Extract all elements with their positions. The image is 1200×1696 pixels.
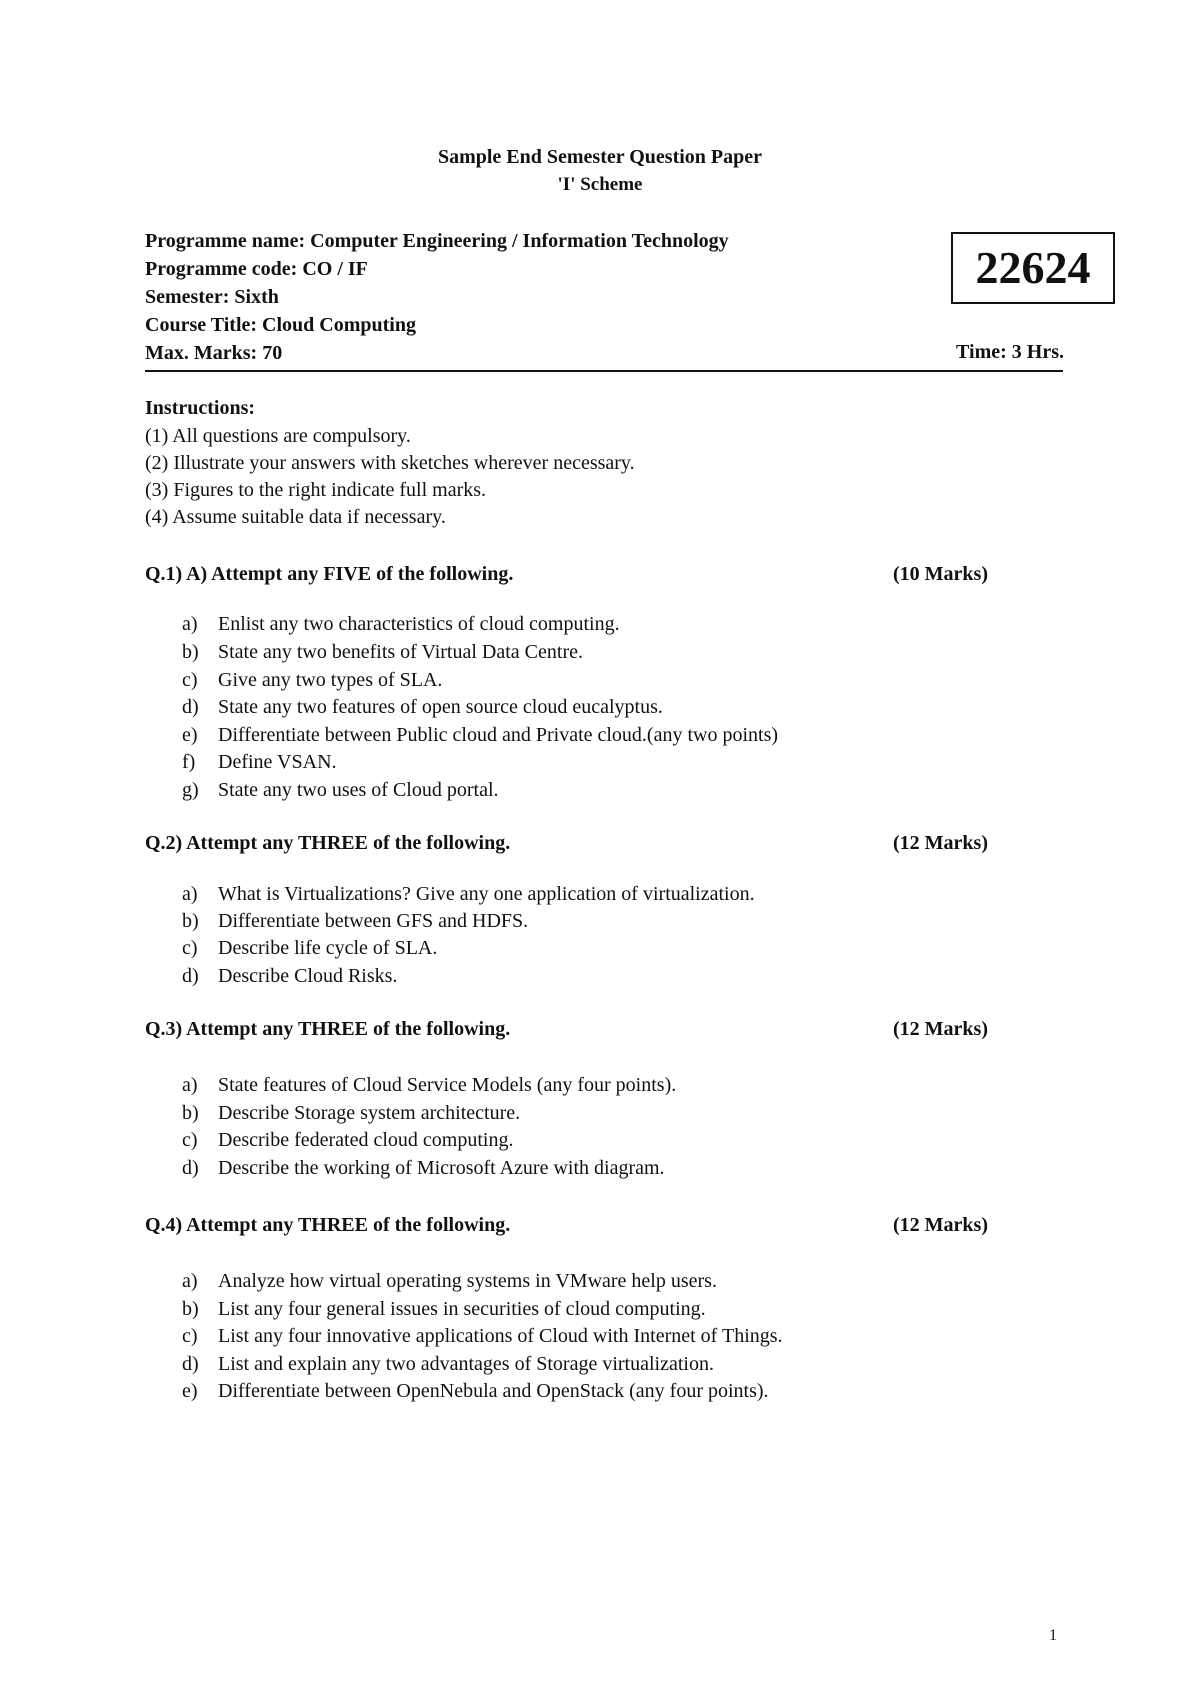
question-marks: (12 Marks) (893, 1018, 988, 1040)
question-item (182, 1157, 665, 1180)
item-text: Differentiate between Public cloud and Private cloud.(any two points) (218, 724, 779, 746)
question-item (182, 965, 397, 988)
question-3-heading (145, 1018, 988, 1041)
exam-time: Time: 3 Hrs. (956, 341, 1064, 363)
item-text: List and explain any two advantages of Storage virtualization. (218, 1353, 714, 1375)
item-text: Describe Cloud Risks. (218, 965, 398, 987)
question-heading-text: Q.1) A) Attempt any FIVE of the following. (145, 563, 514, 585)
instruction-item: (2) Illustrate your answers with sketches wherever necessary. (145, 452, 635, 474)
item-letter: b) (182, 641, 199, 663)
question-item (182, 883, 755, 906)
item-letter: f) (182, 751, 196, 773)
item-letter: b) (182, 1298, 199, 1320)
question-item (182, 779, 499, 802)
item-text: Describe the working of Microsoft Azure with diagram. (218, 1157, 665, 1179)
question-item (182, 1270, 717, 1293)
item-text: What is Virtualizations? Give any one application of virtualization. (218, 883, 755, 905)
instruction-item: (1) All questions are compulsory. (145, 425, 411, 447)
item-text: State features of Cloud Service Models (any four points). (218, 1074, 677, 1096)
paper-title: Sample End Semester Question Paper (437, 146, 763, 168)
item-letter: b) (182, 1102, 199, 1124)
question-item (182, 696, 663, 719)
item-letter: a) (182, 1074, 198, 1096)
scheme-label: 'I' Scheme (557, 174, 643, 195)
page-number: 1 (1049, 1627, 1057, 1644)
question-marks: (12 Marks) (893, 1214, 988, 1236)
question-item (182, 613, 620, 636)
question-2-heading (145, 832, 988, 855)
course-code-box: 22624 (951, 232, 1115, 304)
question-4-heading (145, 1214, 988, 1237)
question-item (182, 669, 442, 692)
item-letter: b) (182, 910, 199, 932)
question-item (182, 1074, 676, 1097)
item-text: List any four general issues in securities of cloud computing. (218, 1298, 706, 1320)
instruction-item: (4) Assume suitable data if necessary. (145, 506, 446, 528)
item-letter: a) (182, 1270, 198, 1292)
item-letter: a) (182, 883, 198, 905)
item-text: State any two features of open source cloud eucalyptus. (218, 696, 663, 718)
item-letter: c) (182, 1325, 198, 1347)
instructions-heading: Instructions: (145, 397, 256, 419)
item-letter: d) (182, 1157, 199, 1179)
max-marks: Max. Marks: 70 (145, 342, 283, 364)
item-text: Describe Storage system architecture. (218, 1102, 521, 1124)
item-text: Differentiate between OpenNebula and OpenStack (any four points). (218, 1380, 769, 1402)
instruction-item: (3) Figures to the right indicate full marks. (145, 479, 487, 501)
question-item (182, 751, 337, 774)
question-item (182, 1325, 783, 1348)
question-item (182, 1298, 706, 1321)
question-heading-text: Q.2) Attempt any THREE of the following. (145, 832, 511, 854)
semester: Semester: Sixth (145, 286, 279, 308)
question-item (182, 1380, 769, 1403)
item-letter: c) (182, 669, 198, 691)
question-marks: (12 Marks) (893, 832, 988, 854)
item-letter: e) (182, 724, 198, 746)
item-letter: c) (182, 937, 198, 959)
question-item (182, 1129, 513, 1152)
item-text: Enlist any two characteristics of cloud computing. (218, 613, 620, 635)
question-item (182, 1353, 714, 1376)
question-item (182, 937, 437, 960)
question-marks: (10 Marks) (893, 563, 988, 585)
item-letter: d) (182, 696, 199, 718)
item-text: Describe federated cloud computing. (218, 1129, 514, 1151)
item-text: Describe life cycle of SLA. (218, 937, 438, 959)
programme-name: Programme name: Computer Engineering / Information Technology (145, 230, 729, 252)
item-text: State any two benefits of Virtual Data Centre. (218, 641, 583, 663)
question-item (182, 1102, 520, 1125)
item-text: Differentiate between GFS and HDFS. (218, 910, 529, 932)
item-text: Define VSAN. (218, 751, 337, 773)
item-letter: d) (182, 1353, 199, 1375)
header-divider (145, 370, 1063, 372)
question-item (182, 641, 583, 664)
item-letter: a) (182, 613, 198, 635)
item-text: List any four innovative applications of Cloud with Internet of Things. (218, 1325, 783, 1347)
question-item (182, 910, 528, 933)
course-title: Course Title: Cloud Computing (145, 314, 416, 336)
question-1-heading (145, 563, 988, 586)
item-letter: c) (182, 1129, 198, 1151)
question-item (182, 724, 778, 747)
item-letter: g) (182, 779, 199, 801)
item-text: Analyze how virtual operating systems in VMware help users. (218, 1270, 717, 1292)
item-text: Give any two types of SLA. (218, 669, 443, 691)
programme-code: Programme code: CO / IF (145, 258, 368, 280)
question-heading-text: Q.3) Attempt any THREE of the following. (145, 1018, 511, 1040)
item-letter: d) (182, 965, 199, 987)
item-text: State any two uses of Cloud portal. (218, 779, 499, 801)
item-letter: e) (182, 1380, 198, 1402)
question-heading-text: Q.4) Attempt any THREE of the following. (145, 1214, 511, 1236)
